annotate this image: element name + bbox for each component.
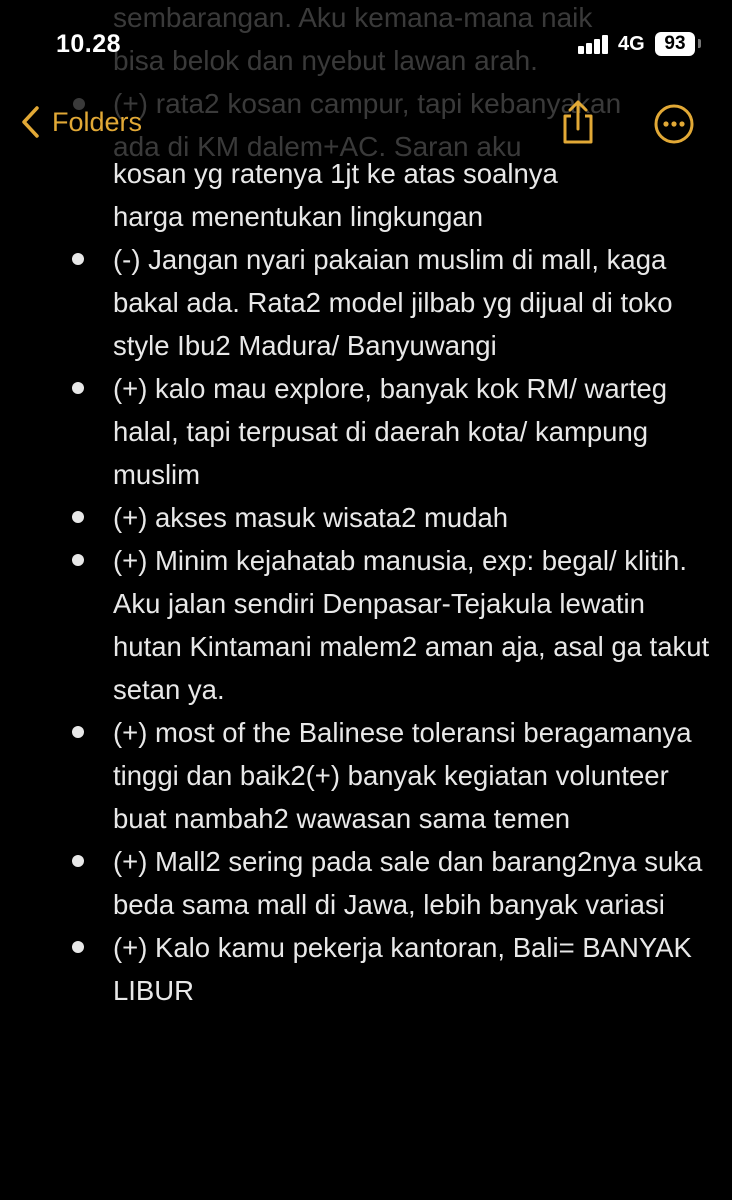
list-item-text: (+) akses masuk wisata2 mudah	[113, 502, 509, 533]
share-icon	[560, 99, 596, 145]
cellular-signal-icon	[578, 34, 610, 54]
list-item-text: (+) kalo mau explore, banyak kok RM/ warteg halal, tapi terpusat di daerah kota/ kampung muslim	[113, 373, 668, 490]
list-item	[0, 840, 732, 926]
ghost-line-text: (+) rata2 kosan campur, tapi kebanyakan	[113, 88, 622, 119]
note-body[interactable]	[0, 152, 732, 1012]
ellipsis-circle-icon	[654, 104, 694, 144]
list-item-text: (-) Jangan nyari pakaian muslim di mall, kaga bakal ada. Rata2 model jilbab yg dijual di toko style Ibu2 Madura/ Banyuwangi	[113, 244, 673, 361]
bullet-dot	[72, 382, 84, 394]
bullet-list	[0, 238, 732, 1012]
nav-bar	[0, 95, 732, 155]
battery-tip	[698, 39, 701, 48]
more-button[interactable]	[654, 104, 694, 149]
list-item-text: (+) most of the Balinese toleransi beragamanya tinggi dan baik2(+) banyak kegiatan volunteer buat nambah2 wawasan sama temen	[113, 717, 692, 834]
ghost-line: bisa belok dan nyebut lawan arah.	[113, 45, 538, 76]
ghost-line: ada di KM dalem+AC. Saran aku	[113, 131, 522, 162]
back-label: Folders	[52, 106, 143, 137]
list-item-text: (+) Mall2 sering pada sale dan barang2nya suka beda sama mall di Jawa, lebih banyak variasi	[113, 846, 703, 920]
list-item	[0, 926, 732, 1012]
bullet-dot	[72, 511, 84, 523]
chevron-left-icon	[20, 105, 40, 139]
continuation-text	[0, 152, 732, 238]
battery-icon: 93	[655, 32, 695, 56]
list-item-text: (+) Kalo kamu pekerja kantoran, Bali= BANYAK LIBUR	[113, 932, 692, 1006]
back-button[interactable]	[20, 105, 142, 139]
list-item	[0, 367, 732, 496]
ghost-line: sembarangan. Aku kemana-mana naik	[113, 2, 593, 33]
bullet-dot	[72, 726, 84, 738]
list-item	[0, 539, 732, 711]
bullet-dot	[72, 253, 84, 265]
bullet-dot	[72, 855, 84, 867]
bullet-dot	[72, 941, 84, 953]
list-item	[0, 711, 732, 840]
bullet-dot	[72, 554, 84, 566]
list-item	[0, 496, 732, 539]
continuation-line: harga menentukan lingkungan	[113, 201, 484, 232]
continuation-line: kosan yg ratenya 1jt ke atas soalnya	[113, 158, 558, 189]
share-button[interactable]	[560, 99, 596, 150]
list-item-text: (+) Minim kejahatab manusia, exp: begal/ klitih. Aku jalan sendiri Denpasar-Tejakula lewatin hutan Kintamani malem2 aman aja, asal ga takut setan ya.	[113, 545, 710, 705]
status-time: 10.28	[56, 30, 122, 58]
list-item	[0, 238, 732, 367]
status-bar	[0, 0, 732, 90]
network-type: 4G	[618, 33, 645, 55]
